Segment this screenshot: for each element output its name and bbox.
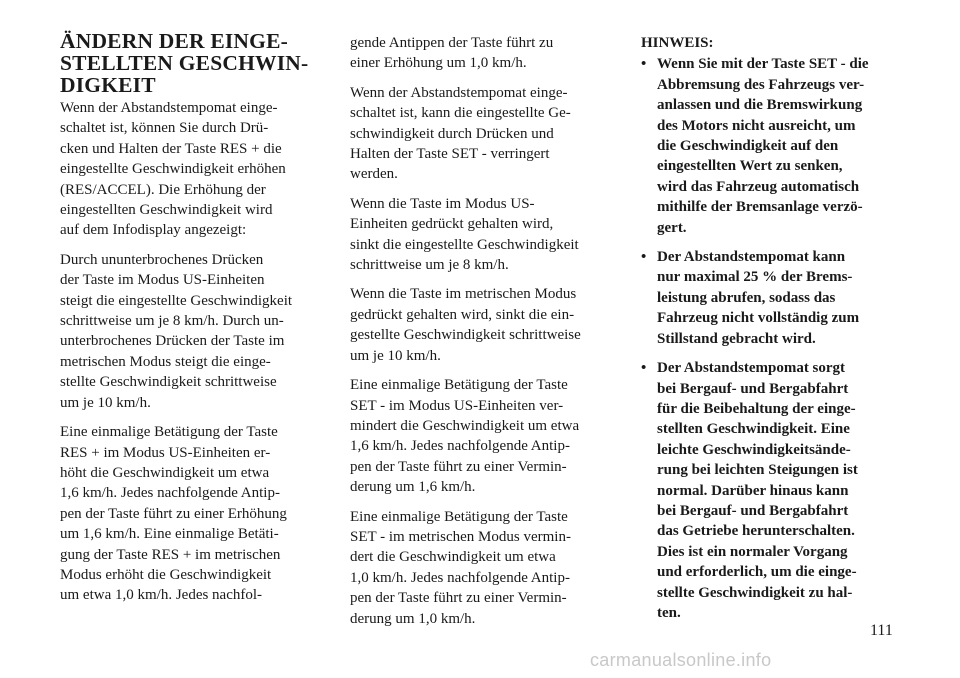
paragraph: Eine einmalige Betätigung der Taste SET - im Modus US-Einheiten ver- mindert die Geschwindigkeit um etwa 1,6 km/h. Jedes nachfolgende Antip- pen der Taste führt zu einer Vermin- derung um 1,6 km/h. bbox=[350, 377, 580, 496]
paragraph: gende Antippen der Taste führt zu einer Erhöhung um 1,0 km/h. bbox=[350, 35, 554, 72]
bullet-icon: • bbox=[641, 56, 647, 73]
note-item bbox=[641, 54, 899, 238]
paragraph: Eine einmalige Betätigung der Taste RES + im Modus US-Einheiten er- höht die Geschwindigkeit um etwa 1,6 km/h. Jedes nachfolgende Antip- pen der Taste führt zu einer Erhöhung um 1,6 km/h. Eine einmalige Betäti- gung der Taste RES + im metrischen Modus erhöht die Geschwindigkeit um etwa 1,0 km/h. Jedes nachfol- bbox=[60, 424, 287, 604]
paragraph: Wenn der Abstandstempomat einge- schaltet ist, können Sie durch Drü- cken und Halten der Taste RES + die eingestellte Geschwindigkeit erhöhen (RES/ACCEL). Die Erhöhung der eingestellten Geschwindigkeit wird auf dem Infodisplay angezeigt: bbox=[60, 100, 286, 239]
note-item-text: Wenn Sie mit der Taste SET - die Abbremsung des Fahrzeugs ver- anlassen und die Bremswirkung des Motors nicht ausreicht, um die Geschwindigkeit auf den eingestellten Wert zu senken, wird das Fahrzeug automatisch mithilfe der Bremsanlage verzö- gert. bbox=[657, 56, 869, 236]
note-list bbox=[641, 54, 899, 623]
note-title: HINWEIS: bbox=[641, 35, 714, 51]
paragraph: Wenn die Taste im metrischen Modus gedrückt gehalten wird, sinkt die ein- gestellte Geschwindigkeit schrittweise um je 10 km/h. bbox=[350, 286, 581, 364]
bullet-icon: • bbox=[641, 249, 647, 266]
paragraph: Wenn der Abstandstempomat einge- schaltet ist, kann die eingestellte Ge- schwindigkeit durch Drücken und Halten der Taste SET - verringert werden. bbox=[350, 84, 571, 183]
column-middle bbox=[350, 33, 602, 638]
paragraph: Eine einmalige Betätigung der Taste SET - im metrischen Modus vermin- dert die Geschwindigkeit um etwa 1,0 km/h. Jedes nachfolgende Antip- pen der Taste führt zu einer Vermin- derung um 1,0 km/h. bbox=[350, 508, 571, 627]
column-right bbox=[641, 33, 899, 632]
section-heading: ÄNDERN DER EINGE- STELLTEN GESCHWIN- DIGKEIT bbox=[60, 29, 309, 97]
note-item-text: Der Abstandstempomat kann nur maximal 25 % der Brems- leistung abrufen, sodass das Fahrzeug nicht vollständig zum Stillstand gebracht wird. bbox=[657, 249, 860, 347]
paragraph: Wenn die Taste im Modus US- Einheiten gedrückt gehalten wird, sinkt die eingestellte Geschwindigkeit schrittweise um je 8 km/h. bbox=[350, 195, 579, 274]
note-item-text: Der Abstandstempomat sorgt bei Bergauf- und Bergabfahrt für die Beibehaltung der einge- stellten Geschwindigkeit. Eine leichte Geschwindigkeitsände- rung bei leichten Steigungen ist normal. Darüber hinaus kann bei Bergauf- und Bergabfahrt das Getriebe herunterschalten. Dies ist ein normaler Vorgang und erforderlich, um die einge- stellte Geschwindigkeit zu hal- ten. bbox=[657, 360, 858, 621]
column-left bbox=[60, 30, 309, 615]
note-item bbox=[641, 358, 899, 623]
note-item bbox=[641, 247, 899, 349]
page-number: 111 bbox=[870, 622, 893, 639]
watermark: carmanualsonline.info bbox=[590, 650, 772, 670]
bullet-icon: • bbox=[641, 360, 647, 377]
paragraph: Durch ununterbrochenes Drücken der Taste im Modus US-Einheiten steigt die eingestellte Geschwindigkeit schrittweise um je 8 km/h. Durch un- unterbrochenes Drücken der Taste im metrischen Modus steigt die einge- stellte Geschwindigkeit schrittweise um je 10 km/h. bbox=[60, 251, 293, 411]
